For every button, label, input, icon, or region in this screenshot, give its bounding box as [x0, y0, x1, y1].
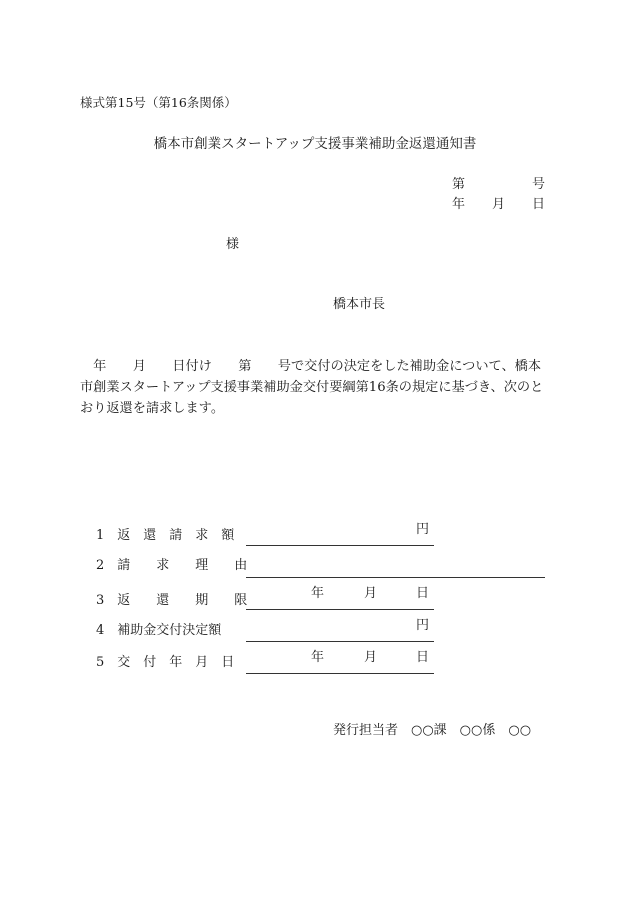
item-reason-line: [246, 577, 545, 578]
issue-date: [452, 198, 545, 211]
issue-month: 月: [491, 197, 505, 212]
item-reason-label: 2 請 求 理 由: [96, 558, 248, 573]
reference-number: [452, 178, 545, 191]
item-decision-amount-line: [246, 641, 434, 642]
item-grant-date-month: 月: [364, 650, 378, 665]
item-refund-amount-unit: 円: [416, 522, 430, 537]
item-grant-date-year: 年: [311, 650, 325, 665]
number-prefix: 第: [452, 177, 466, 192]
body-text: 年 月 日付け 第 号で交付の決定をした補助金について、橋本市創業スタートアップ支援事業補助金交付要綱第16条の規定に基づき、次のとおり返還を請求します。: [80, 359, 544, 416]
item-deadline-year: 年: [311, 586, 325, 601]
item-decision-amount-label: 4 補助金交付決定額: [96, 623, 222, 638]
addressee-honorific: 様: [226, 237, 240, 252]
item-grant-date-day: 日: [416, 650, 430, 665]
issuer-name: 橋本市長: [333, 297, 386, 312]
issue-day: 日: [531, 197, 545, 212]
item-deadline-line: [246, 609, 434, 610]
item-deadline-month: 月: [364, 586, 378, 601]
form-number: 様式第15号（第16条関係）: [80, 95, 237, 110]
item-deadline-day: 日: [416, 586, 430, 601]
document-title: 橋本市創業スタートアップ支援事業補助金返還通知書: [153, 136, 477, 152]
item-deadline-label: 3 返 還 期 限: [96, 593, 248, 608]
item-decision-amount-unit: 円: [416, 618, 430, 633]
item-grant-date-line: [246, 673, 434, 674]
item-refund-amount-label: 1 返 還 請 求 額: [96, 528, 235, 543]
item-refund-amount-line: [246, 545, 434, 546]
issuer-contact: 発行担当者 ○○課 ○○係 ○○: [333, 723, 532, 738]
issue-year: 年: [452, 197, 466, 212]
number-suffix: 号: [531, 177, 545, 192]
item-grant-date-label: 5 交 付 年 月 日: [96, 655, 235, 670]
